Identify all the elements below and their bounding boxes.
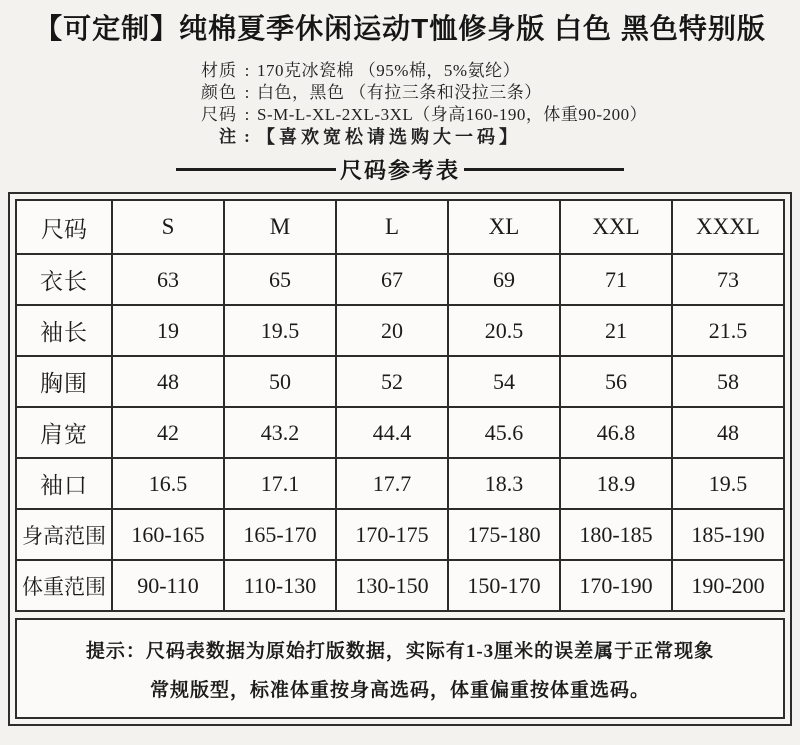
size-value-cell: 50	[224, 356, 336, 407]
size-value-cell: 190-200	[672, 560, 784, 611]
size-value-cell: 17.7	[336, 458, 448, 509]
size-value-cell: 67	[336, 254, 448, 305]
measure-label: 袖长	[16, 305, 112, 356]
size-value-cell: 52	[336, 356, 448, 407]
size-value-cell: 185-190	[672, 509, 784, 560]
size-value-cell: 46.8	[560, 407, 672, 458]
size-value-cell: 43.2	[224, 407, 336, 458]
divider-line-left	[176, 168, 336, 171]
product-info-row	[193, 82, 800, 104]
size-value-cell: 16.5	[112, 458, 224, 509]
table-row	[16, 509, 784, 560]
product-info-row	[193, 104, 800, 126]
measure-label: 衣长	[16, 254, 112, 305]
table-row	[16, 305, 784, 356]
size-value-cell: 71	[560, 254, 672, 305]
info-colon: :	[244, 127, 250, 146]
info-value: S-M-L-XL-2XL-3XL（身高160-190，体重90-200）	[257, 105, 648, 124]
size-value-cell: 42	[112, 407, 224, 458]
size-column-header: L	[336, 200, 448, 254]
info-value: 白色，黑色 （有拉三条和没拉三条）	[257, 83, 542, 102]
info-colon: :	[244, 61, 250, 80]
info-value: 【喜欢宽松请选购大一码】	[257, 127, 521, 147]
size-value-cell: 44.4	[336, 407, 448, 458]
size-value-cell: 150-170	[448, 560, 560, 611]
size-value-cell: 180-185	[560, 509, 672, 560]
table-row	[16, 254, 784, 305]
size-value-cell: 73	[672, 254, 784, 305]
note-line-1: 提示：尺码表数据为原始打版数据，实际有1-3厘米的误差属于正常现象	[85, 640, 715, 662]
size-value-cell: 170-190	[560, 560, 672, 611]
size-value-cell: 58	[672, 356, 784, 407]
size-value-cell: 19.5	[224, 305, 336, 356]
size-value-cell: 175-180	[448, 509, 560, 560]
table-row	[16, 458, 784, 509]
info-label: 材质	[201, 61, 237, 80]
table-body	[16, 254, 784, 611]
size-value-cell: 69	[448, 254, 560, 305]
product-info-row	[193, 60, 800, 82]
page-title: 【可定制】纯棉夏季休闲运动T恤修身版 白色 黑色特别版	[34, 13, 766, 44]
table-row	[16, 407, 784, 458]
table-header-row	[16, 200, 784, 254]
info-colon: :	[244, 83, 250, 102]
measure-label: 胸围	[16, 356, 112, 407]
size-value-cell: 48	[672, 407, 784, 458]
size-value-cell: 110-130	[224, 560, 336, 611]
table-head	[16, 200, 784, 254]
size-value-cell: 18.3	[448, 458, 560, 509]
size-value-cell: 56	[560, 356, 672, 407]
info-value: 170克冰瓷棉 （95%棉，5%氨纶）	[257, 61, 521, 80]
size-value-cell: 17.1	[224, 458, 336, 509]
size-value-cell: 65	[224, 254, 336, 305]
measure-label: 肩宽	[16, 407, 112, 458]
measure-label: 袖口	[16, 458, 112, 509]
size-value-cell: 63	[112, 254, 224, 305]
section-divider	[0, 157, 800, 181]
section-title: 尺码参考表	[339, 157, 460, 183]
size-value-cell: 170-175	[336, 509, 448, 560]
size-chart-page	[0, 7, 800, 745]
size-column-header: XXXL	[672, 200, 784, 254]
size-value-cell: 20.5	[448, 305, 560, 356]
note-line-2: 常规版型，标准体重按身高选码，体重偏重按体重选码。	[149, 679, 650, 701]
product-info-row	[193, 126, 800, 148]
size-column-header: M	[224, 200, 336, 254]
size-table	[15, 199, 785, 612]
info-label: 尺码	[201, 105, 237, 124]
size-value-cell: 20	[336, 305, 448, 356]
size-value-cell: 48	[112, 356, 224, 407]
size-value-cell: 19.5	[672, 458, 784, 509]
info-label: 注	[219, 127, 237, 146]
table-row	[16, 356, 784, 407]
size-value-cell: 54	[448, 356, 560, 407]
size-value-cell: 21.5	[672, 305, 784, 356]
product-info	[193, 60, 800, 148]
note-box	[15, 618, 785, 719]
size-value-cell: 45.6	[448, 407, 560, 458]
divider-line-right	[464, 168, 624, 171]
measure-label: 体重范围	[16, 560, 112, 611]
table-frame	[8, 192, 792, 726]
info-colon: :	[244, 105, 250, 124]
measure-label: 身高范围	[16, 509, 112, 560]
size-column-header: XXL	[560, 200, 672, 254]
size-value-cell: 21	[560, 305, 672, 356]
size-value-cell: 165-170	[224, 509, 336, 560]
size-value-cell: 19	[112, 305, 224, 356]
size-column-header: XL	[448, 200, 560, 254]
size-value-cell: 160-165	[112, 509, 224, 560]
size-column-header: S	[112, 200, 224, 254]
size-value-cell: 90-110	[112, 560, 224, 611]
size-value-cell: 18.9	[560, 458, 672, 509]
info-label: 颜色	[201, 83, 237, 102]
size-value-cell: 130-150	[336, 560, 448, 611]
table-row	[16, 560, 784, 611]
corner-header: 尺码	[16, 200, 112, 254]
